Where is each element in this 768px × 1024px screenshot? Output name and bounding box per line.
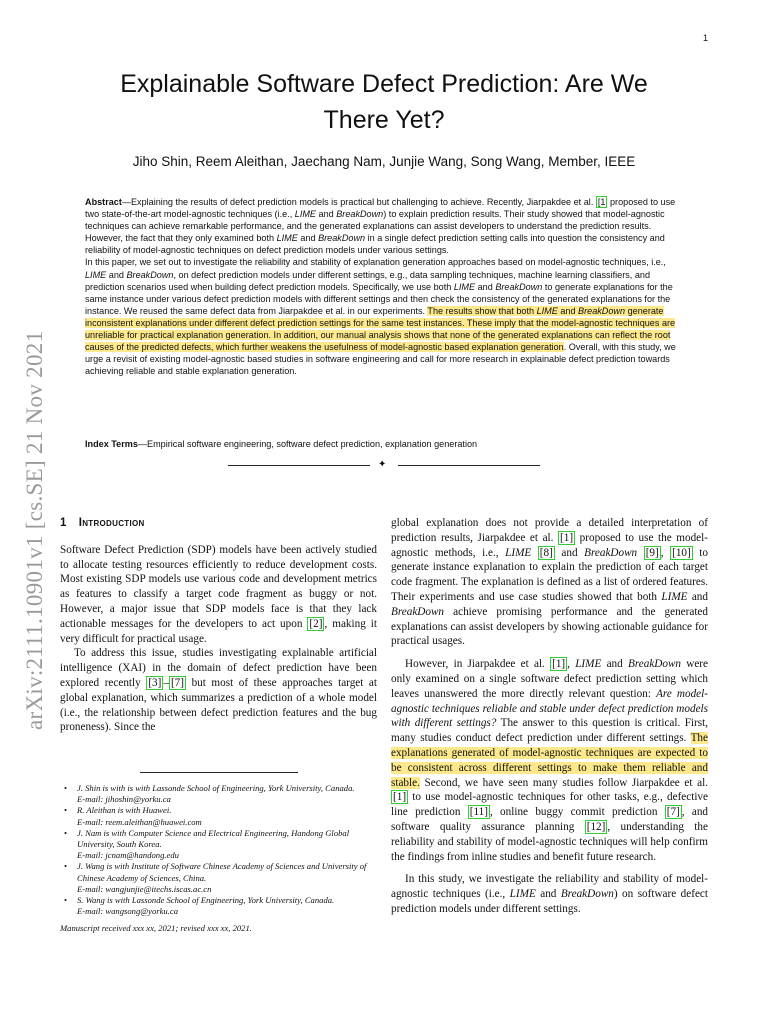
abstract-paragraph-1: [85, 196, 683, 256]
intro-paragraph-5: [391, 872, 708, 916]
text: Second, we have seen many studies follow Jiarpakdee et al.: [419, 776, 708, 789]
text: in a single defect prediction setting calls into question the consistency and reliability of model-agnostic techniques on defect prediction models under various settings.: [85, 233, 665, 256]
text: but most of these approaches target at global explanation, which summarizes a prediction of a whole model (i.e., the relationship between defect prediction features and the bug proneness). Since the: [60, 676, 378, 734]
text: ) on software defect prediction models under different settings.: [391, 888, 708, 915]
text: and: [554, 546, 585, 559]
text: The results show that both: [427, 305, 537, 316]
text: to generate explanations for the same instance under various defect prediction models with different settings and then check the consistency of the generated explanations for the instance. We reused the same defect data from Jiarpakdee et al. in our experiments.: [85, 281, 673, 316]
text: and: [475, 281, 496, 292]
text: LIME: [509, 888, 536, 901]
text: Software Defect Prediction (SDP) models have been actively studied to allocate testing resources efficiently to reduce development costs. Most existing SDP models use various code and development metrics as features to classify a target code fragment as buggy or not. However, a major issue that SDP models face is that they lack actionable messages for the developers to act upon: [60, 543, 377, 630]
text: LIME: [575, 658, 602, 671]
intro-paragraph-4: [391, 657, 708, 864]
text: ,: [567, 658, 576, 671]
footnotes: [60, 783, 377, 935]
footnote-item: [60, 805, 377, 827]
footnote-item: [60, 861, 377, 895]
footnote-item: [60, 828, 377, 862]
footnote-item: [60, 783, 377, 805]
section-title: Introduction: [78, 517, 145, 529]
intro-paragraph-1: [60, 543, 377, 647]
text: . Overall, with this study, we urge a revisit of existing model-agnostic based studies in software engineering and call for more research in explainable defect prediction towards achieving reliable and stable explanation generation.: [85, 342, 676, 377]
highlighted-text: The explanations generated of model-agnostic techniques are expected to be consistent across different settings to make them reliable and stable.: [391, 732, 708, 789]
text: , making it very difficult for practical usage.: [60, 617, 377, 645]
text: In this study, we investigate the reliability and stability of model-agnostic techniques (i.e.,: [391, 873, 708, 901]
text: In this paper, we set out to investigate the reliability and stability of explanation generation approaches based on model-agnostic techniques, i.e.,: [85, 257, 666, 268]
text: However, in Jiarpakdee et al.: [405, 658, 551, 671]
index-terms: [85, 439, 683, 449]
text: BreakDown: [495, 281, 543, 292]
text: to use model-agnostic techniques for other tasks, e.g., defective line prediction: [391, 791, 708, 819]
citation-link[interactable]: [10]: [672, 546, 691, 559]
citation-link[interactable]: [7]: [170, 676, 184, 689]
text: and: [557, 305, 579, 316]
author-list: Jiho Shin, Reem Aleithan, Jaechang Nam, Junjie Wang, Song Wang, Member, IEEE: [132, 154, 636, 169]
text: , on defect prediction models under different settings, e.g., data sampling techniques, machine learning classifiers, and prediction scenarios used when building defect prediction models. Specifically, we use both: [85, 269, 651, 292]
arxiv-identifier: arXiv:2111.10901v1 [cs.SE] 21 Nov 2021: [22, 330, 47, 730]
text: BreakDown: [391, 605, 445, 618]
paper-title: [60, 66, 708, 138]
divider-line-right: [398, 465, 540, 466]
citation-link[interactable]: [1]: [560, 531, 574, 544]
abstract-paragraph-2: [85, 256, 683, 377]
intro-paragraph-3: [391, 516, 708, 649]
text: LIME: [505, 546, 532, 559]
text: BreakDown: [560, 888, 614, 901]
text: LIME: [453, 281, 476, 292]
footnote-rule: [140, 772, 298, 773]
text: were only examined on a single software defect prediction setting which leaves unanswered the more directly relevant question:: [391, 658, 709, 700]
text: LIME: [294, 209, 316, 220]
text: to generate instance explanation to explain the prediction of each target code fragment. The explanation is defined as a list of ordered features. Their experiments and use case studies showed that both: [391, 546, 709, 603]
text: ) to explain prediction results. Their study showed that model-agnostic techniques can achieve remarkable performance, and the generated explanations can assist developers to understand the prediction results. However, the fact that they only examined both: [85, 209, 665, 244]
intro-paragraph-2: [60, 646, 377, 735]
text: BreakDown: [584, 546, 638, 559]
citation-link[interactable]: [1]: [393, 791, 407, 804]
email-text: E-mail: jihoshin@yorku.ca: [77, 794, 171, 805]
text: ,: [660, 546, 671, 559]
text: BreakDown: [126, 269, 174, 280]
citation-link[interactable]: [1]: [552, 658, 566, 671]
left-column: [60, 516, 377, 735]
text: BreakDown: [318, 233, 366, 244]
text: LIME: [85, 269, 107, 280]
section-heading: [60, 516, 377, 531]
text: • J. Nam is with Computer Science and Electrical Engineering, Handong Global University, South Korea.: [77, 827, 350, 850]
section-divider: [228, 459, 540, 470]
text: and: [535, 888, 561, 901]
text: • R. Aleithan is with Huawei.: [77, 805, 172, 816]
text: and: [106, 269, 127, 280]
text: global explanation does not provide a detailed interpretation of prediction results, Jiarpakdee et al.: [391, 517, 708, 544]
text: LIME: [536, 305, 558, 316]
research-question: Are model-agnostic techniques reliable and stable under defect prediction models with different settings?: [391, 687, 708, 730]
text: proposed to use two state-of-the-art model-agnostic techniques (i.e.,: [85, 197, 676, 220]
citation-link[interactable]: [12]: [586, 820, 606, 833]
text: LIME: [276, 233, 298, 244]
citation-link[interactable]: [9]: [645, 546, 659, 559]
divider-line-left: [228, 465, 370, 466]
section-number: 1: [60, 517, 67, 529]
text: BreakDown: [336, 209, 384, 220]
title-line-1: Explainable Software Defect Prediction: Are We: [120, 70, 648, 98]
text: To address this issue, studies investigating explainable artificial intelligence (XAI) in the domain of defect prediction have been explored recently: [60, 647, 377, 689]
text: and: [316, 209, 337, 220]
text: • S. Wang is with Lassonde School of Engineering, York University, Canada.: [77, 895, 335, 906]
text: • J. Wang is with Institute of Software Chinese Academy of Sciences and University of Chinese Academy of Sciences, China.: [77, 861, 367, 883]
text: LIME: [661, 590, 688, 603]
text: BreakDown: [627, 658, 682, 671]
text: –: [163, 676, 169, 689]
text: —Explaining the results of defect prediction models is practical but challenging to achieve. Recently, Jiarpakdee et al.: [121, 197, 596, 207]
page-number: 1: [702, 33, 708, 43]
citation-link[interactable]: [7]: [666, 806, 680, 819]
text: , understanding the reliability and stability of model-agnostic techniques will help confirm the findings from inline studies and benefit future research.: [391, 820, 708, 863]
text: and: [297, 233, 319, 244]
title-line-2: There Yet?: [323, 106, 445, 134]
affiliation-list: [60, 783, 377, 917]
text: proposed to use the model-agnostic methods, i.e.,: [391, 531, 708, 559]
text: and: [601, 658, 628, 671]
text: • J. Shin is with is with Lassonde School of Engineering, York University, Canada.: [77, 783, 355, 793]
text: , and software quality assurance planning: [391, 806, 709, 833]
email-text: E-mail: jcnam@handong.edu: [77, 850, 179, 861]
citation-link[interactable]: [3]: [148, 676, 162, 689]
text: The answer to this question is critical. First, many studies conduct defect prediction under different settings.: [391, 717, 709, 745]
right-column: [391, 516, 708, 917]
citation-link[interactable]: [11]: [469, 806, 488, 819]
abstract-label: Abstract: [85, 197, 122, 207]
email-text: E-mail: reem.aleithan@huawei.com: [77, 816, 202, 827]
text: generate inconsistent explanations under different defect prediction settings for the same test instances. These imply that the model-agnostic techniques are unreliable for practical explanation generation. In addition, our manual analysis shows that none of the generated explanations can reflect the root causes of the predicted defects, which further weakens the usefulness of model-agnostic based explanation generation: [85, 305, 676, 353]
email-text: E-mail: wangsong@yorku.ca: [77, 906, 178, 917]
citation-link[interactable]: [2]: [309, 617, 323, 630]
text: , online buggy commit prediction: [489, 806, 665, 819]
index-terms-label: Index Terms: [85, 439, 138, 449]
text: achieve promising performance and the generated explanations can assist developers by showing actionable guidance for practical usages.: [391, 605, 708, 648]
abstract: [85, 196, 683, 377]
diamond-icon: ✦: [378, 459, 387, 470]
citation-link[interactable]: [8]: [539, 546, 553, 559]
text: BreakDown: [578, 305, 626, 316]
text: and: [687, 590, 708, 603]
citation-link[interactable]: [1: [597, 197, 606, 207]
footnote-item: [60, 895, 377, 917]
email-text: E-mail: wangjunjie@itechs.iscas.ac.cn: [77, 883, 212, 894]
manuscript-note: Manuscript received xxx xx, 2021; revised xxx xx, 2021.: [60, 923, 252, 934]
index-terms-text: —Empirical software engineering, software defect prediction, explanation generation: [137, 439, 478, 449]
